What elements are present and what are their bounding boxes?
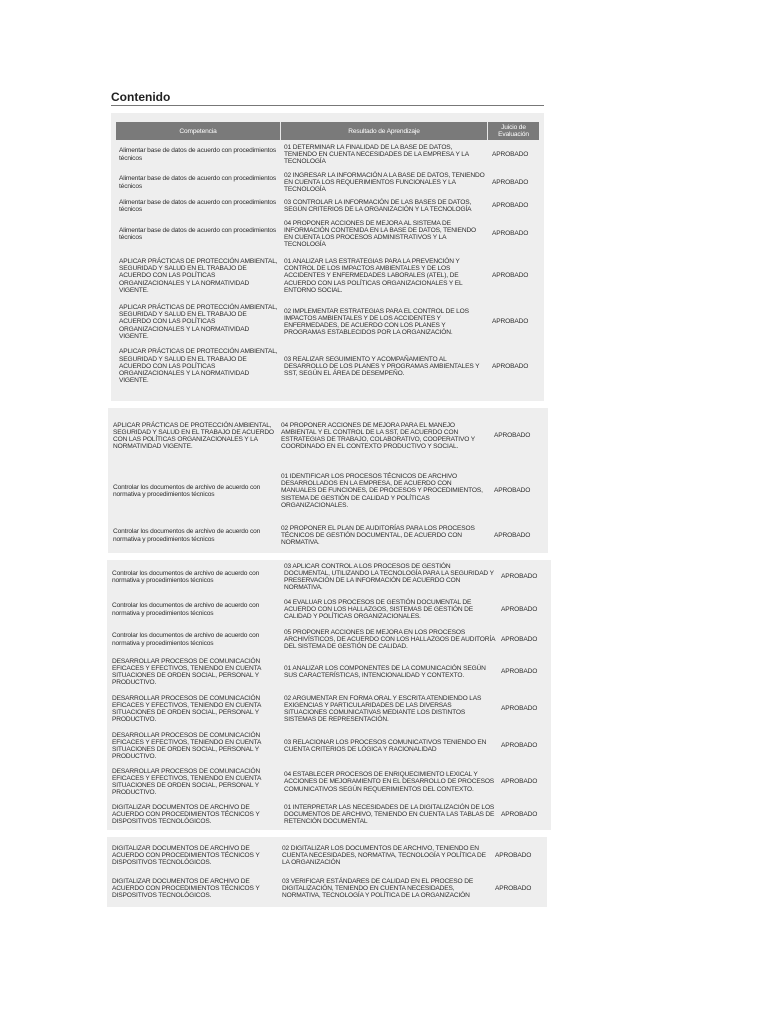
table-panel-4 bbox=[107, 837, 547, 907]
column-header-juicio: Juicio de Evaluación bbox=[488, 122, 539, 140]
juicio-cell: APROBADO bbox=[492, 178, 529, 186]
table-row bbox=[109, 839, 545, 872]
resultado-cell: 02 INGRESAR LA INFORMACIÓN A LA BASE DE DATOS, TENIENDO EN CUENTA LOS REQUERIMIENTOS FUNCIONALES Y LA TECNOLOGÍA bbox=[284, 171, 485, 194]
table-row bbox=[116, 169, 539, 196]
table-row bbox=[109, 625, 549, 654]
resultado-cell: 01 DETERMINAR LA FINALIDAD DE LA BASE DE DATOS, TENIENDO EN CUENTA NECESIDADES DE LA EMPRESA Y LA TECNOLOGÍA bbox=[284, 143, 469, 166]
resultado-cell: 03 RELACIONAR LOS PROCESOS COMUNICATIVOS TENIENDO EN CUENTA CRITERIOS DE LÓGICA Y RACIONALIDAD bbox=[284, 738, 487, 753]
competencia-cell: Alimentar base de datos de acuerdo con procedimientos técnicos bbox=[119, 147, 276, 162]
competencia-cell: Controlar los documentos de archivo de acuerdo con normativa y procedimientos técnicos bbox=[113, 483, 261, 498]
competencia-cell: Alimentar base de datos de acuerdo con procedimientos técnicos bbox=[119, 198, 276, 213]
juicio-cell: APROBADO bbox=[492, 362, 529, 370]
resultado-cell: 02 ARGUMENTAR EN FORMA ORAL Y ESCRITA ATENDIENDO LAS EXIGENCIAS Y PARTICULARIDADES DE LAS DIVERSAS SITUACIONES COMUNICATIVAS MEDIANTE LOS DISTINTOS SISTEMAS DE REPRESENTACIÓN. bbox=[284, 694, 482, 724]
juicio-cell: APROBADO bbox=[501, 778, 538, 786]
section-title: Contenido bbox=[111, 90, 171, 104]
juicio-cell: APROBADO bbox=[501, 605, 538, 613]
resultado-cell: 04 ESTABLECER PROCESOS DE ENRIQUECIMIENTO LEXICAL Y ACCIONES DE MEJORAMIENTO EN EL DESARROLLO DE PROCESOS COMUNICATIVOS SEGÚN REQUERIMIENTOS DEL CONTEXTO. bbox=[284, 771, 495, 793]
table-row bbox=[110, 463, 546, 519]
table-row bbox=[109, 872, 545, 905]
table-row bbox=[109, 594, 549, 625]
resultado-cell: 03 APLICAR CONTROL A LOS PROCESOS DE GESTIÓN DOCUMENTAL, UTILIZANDO LA TECNOLOGÍA PARA LA SEGURIDAD Y PRESERVACIÓN DE LA INFORMACIÓN DE ACUERDO CON NORMATIVA. bbox=[284, 562, 494, 592]
table-row bbox=[109, 654, 549, 690]
resultado-cell: 01 ANALIZAR LOS COMPONENTES DE LA COMUNICACIÓN SEGÚN SUS CARACTERÍSTICAS, INTENCIONALIDAD Y CONTEXTO. bbox=[284, 664, 486, 679]
competencia-cell: Controlar los documentos de archivo de acuerdo con normativa y procedimientos técnicos bbox=[113, 528, 261, 543]
table-panel-1 bbox=[111, 113, 544, 401]
juicio-cell: APROBADO bbox=[501, 573, 538, 581]
table-panel-2 bbox=[108, 408, 548, 553]
juicio-cell: APROBADO bbox=[492, 230, 529, 238]
juicio-cell: APROBADO bbox=[501, 810, 538, 818]
juicio-cell: APROBADO bbox=[492, 202, 529, 210]
table-row bbox=[109, 560, 549, 594]
column-header-resultado: Resultado de Aprendizaje bbox=[281, 122, 488, 140]
table-row bbox=[116, 216, 539, 252]
table-row bbox=[116, 140, 539, 169]
table-row bbox=[116, 252, 539, 300]
resultado-cell: 04 PROPONER ACCIONES DE MEJORA AL SISTEMA DE INFORMACIÓN CONTENIDA EN LA BASE DE DATOS, TENIENDO EN CUENTA LOS PROCESOS ADMINISTRATIVOS Y LA TECNOLOGÍA bbox=[284, 219, 477, 249]
juicio-cell: APROBADO bbox=[495, 884, 532, 892]
competencia-cell: DIGITALIZAR DOCUMENTOS DE ARCHIVO DE ACUERDO CON PROCEDIMIENTOS TÉCNICOS Y DISPOSITIVOS TECNOLÓGICOS. bbox=[112, 877, 260, 900]
table-row bbox=[109, 764, 549, 800]
resultado-cell: 03 VERIFICAR ESTÁNDARES DE CALIDAD EN EL PROCESO DE DIGITALIZACIÓN, TENIENDO EN CUENTA NECESIDADES, NORMATIVA, TECNOLOGÍA Y POLÍTICA DE LA ORGANIZACIÓN bbox=[282, 877, 474, 900]
resultado-cell: 02 PROPONER EL PLAN DE AUDITORÍAS PARA LOS PROCESOS TÉCNICOS DE GESTIÓN DOCUMENTAL, DE ACUERDO CON NORMATIVA. bbox=[281, 524, 475, 547]
juicio-cell: APROBADO bbox=[495, 851, 532, 859]
competencia-cell: DIGITALIZAR DOCUMENTOS DE ARCHIVO DE ACUERDO CON PROCEDIMIENTOS TÉCNICOS Y DISPOSITIVOS TECNOLÓGICOS. bbox=[112, 844, 260, 867]
juicio-cell: APROBADO bbox=[501, 668, 538, 676]
juicio-cell: APROBADO bbox=[492, 318, 529, 326]
resultado-cell: 03 CONTROLAR LA INFORMACIÓN DE LAS BASES DE DATOS, SEGÚN CRITERIOS DE LA ORGANIZACIÓN Y LA TECNOLOGÍA bbox=[284, 198, 472, 213]
competencia-cell: DESARROLLAR PROCESOS DE COMUNICACIÓN EFICACES Y EFECTIVOS, TENIENDO EN CUENTA SITUACIONES DE ORDEN SOCIAL, PERSONAL Y PRODUCTIVO. bbox=[112, 657, 261, 687]
column-header-competencia: Competencia bbox=[116, 122, 281, 140]
juicio-cell: APROBADO bbox=[492, 272, 529, 280]
competencia-cell: Controlar los documentos de archivo de acuerdo con normativa y procedimientos técnicos bbox=[112, 569, 260, 584]
resultado-cell: 04 PROPONER ACCIONES DE MEJORA PARA EL MANEJO AMBIENTAL Y EL CONTROL DE LA SST, DE ACUERDO CON ESTRATEGIAS DE TRABAJO, COLABORATIVO, COOPERATIVO Y COORDINADO EN EL CONTEXTO PRODUCTIVO Y SOCIAL. bbox=[281, 421, 475, 451]
resultado-cell: 01 IDENTIFICAR LOS PROCESOS TÉCNICOS DE ARCHIVO DESARROLLADOS EN LA EMPRESA, DE ACUERDO CON MANUALES DE FUNCIONES, DE PROCESOS Y PROCEDIMIENTOS, SISTEMA DE GESTIÓN DE CALIDAD Y POLÍTICAS ORGANIZACIONALES. bbox=[281, 472, 483, 509]
competencia-cell: APLICAR PRÁCTICAS DE PROTECCIÓN AMBIENTAL, SEGURIDAD Y SALUD EN EL TRABAJO DE ACUERDO CON LAS POLÍTICAS ORGANIZACIONALES Y LA NORMATIVIDAD VIGENTE. bbox=[113, 421, 274, 451]
resultado-cell: 04 EVALUAR LOS PROCESOS DE GESTIÓN DOCUMENTAL DE ACUERDO CON LOS HALLAZGOS, SISTEMAS DE GESTIÓN DE CALIDAD Y POLÍTICAS ORGANIZACIONALES. bbox=[284, 598, 474, 621]
competencia-cell: APLICAR PRÁCTICAS DE PROTECCIÓN AMBIENTAL, SEGURIDAD Y SALUD EN EL TRABAJO DE ACUERDO CON LAS POLÍTICAS ORGANIZACIONALES Y LA NORMATIVIDAD VIGENTE. bbox=[119, 257, 278, 294]
competencia-cell: Alimentar base de datos de acuerdo con procedimientos técnicos bbox=[119, 226, 276, 241]
resultado-cell: 01 ANALIZAR LAS ESTRATEGIAS PARA LA PREVENCIÓN Y CONTROL DE LOS IMPACTOS AMBIENTALES Y DE LOS ACCIDENTES Y ENFERMEDADES LABORALES (ATEL), DE ACUERDO CON LAS POLÍTICAS ORGANIZACIONALES Y EL ENTORNO SOCIAL. bbox=[284, 257, 463, 294]
juicio-cell: APROBADO bbox=[494, 487, 531, 495]
table-row bbox=[109, 728, 549, 764]
juicio-cell: APROBADO bbox=[501, 742, 538, 750]
competencia-cell: APLICAR PRÁCTICAS DE PROTECCIÓN AMBIENTAL, SEGURIDAD Y SALUD EN EL TRABAJO DE ACUERDO CON LAS POLÍTICAS ORGANIZACIONALES Y LA NORMATIVIDAD VIGENTE. bbox=[119, 348, 278, 385]
table-panel-3 bbox=[107, 560, 551, 830]
juicio-cell: APROBADO bbox=[501, 635, 538, 643]
table-row bbox=[116, 196, 539, 216]
competencia-cell: DESARROLLAR PROCESOS DE COMUNICACIÓN EFICACES Y EFECTIVOS, TENIENDO EN CUENTA SITUACIONES DE ORDEN SOCIAL, PERSONAL Y PRODUCTIVO. bbox=[112, 694, 261, 724]
table-row bbox=[110, 409, 546, 463]
competencia-cell: Controlar los documentos de archivo de acuerdo con normativa y procedimientos técnicos bbox=[112, 632, 260, 647]
resultado-cell: 01 INTERPRETAR LAS NECESIDADES DE LA DIGITALIZACIÓN DE LOS DOCUMENTOS DE ARCHIVO, TENIENDO EN CUENTA LAS TABLAS DE RETENCIÓN DOCUMENTAL bbox=[284, 803, 495, 826]
competencia-cell: DIGITALIZAR DOCUMENTOS DE ARCHIVO DE ACUERDO CON PROCEDIMIENTOS TÉCNICOS Y DISPOSITIVOS TECNOLÓGICOS. bbox=[112, 803, 260, 826]
resultado-cell: 05 PROPONER ACCIONES DE MEJORA EN LOS PROCESOS ARCHIVÍSTICOS, DE ACUERDO CON LOS HALLAZGOS DE AUDITORÍA DEL SISTEMA DE GESTIÓN DE CALIDAD. bbox=[284, 628, 495, 651]
table-row bbox=[110, 519, 546, 552]
table-row bbox=[109, 800, 549, 829]
competencia-cell: APLICAR PRÁCTICAS DE PROTECCIÓN AMBIENTAL, SEGURIDAD Y SALUD EN EL TRABAJO DE ACUERDO CON LAS POLÍTICAS ORGANIZACIONALES Y LA NORMATIVIDAD VIGENTE. bbox=[119, 303, 278, 340]
juicio-cell: APROBADO bbox=[501, 705, 538, 713]
title-divider bbox=[111, 105, 544, 106]
table-row bbox=[116, 344, 539, 389]
table-row bbox=[109, 690, 549, 728]
juicio-cell: APROBADO bbox=[494, 531, 531, 539]
resultado-cell: 02 DIGITALIZAR LOS DOCUMENTOS DE ARCHIVO, TENIENDO EN CUENTA NECESIDADES, NORMATIVA, TECNOLOGÍA Y POLÍTICA DE LA ORGANIZACIÓN bbox=[282, 844, 486, 867]
juicio-cell: APROBADO bbox=[494, 432, 531, 440]
competencia-cell: DESARROLLAR PROCESOS DE COMUNICACIÓN EFICACES Y EFECTIVOS, TENIENDO EN CUENTA SITUACIONES DE ORDEN SOCIAL, PERSONAL Y PRODUCTIVO. bbox=[112, 731, 261, 761]
resultado-cell: 02 IMPLEMENTAR ESTRATEGIAS PARA EL CONTROL DE LOS IMPACTOS AMBIENTALES Y DE LOS ACCIDENTES Y ENFERMEDADES, DE ACUERDO CON LOS PLANES Y PROGRAMAS ESTABLECIDOS POR LA ORGANIZACIÓN. bbox=[284, 307, 469, 337]
competencia-cell: Controlar los documentos de archivo de acuerdo con normativa y procedimientos técnicos bbox=[112, 602, 260, 617]
resultado-cell: 03 REALIZAR SEGUIMIENTO Y ACOMPAÑAMIENTO AL DESARROLLO DE LOS PLANES Y PROGRAMAS AMBIENTALES Y SST, SEGÚN EL ÁREA DE DESEMPEÑO. bbox=[284, 355, 480, 378]
competencia-cell: Alimentar base de datos de acuerdo con procedimientos técnicos bbox=[119, 175, 276, 190]
juicio-cell: APROBADO bbox=[492, 150, 529, 158]
table-row bbox=[116, 300, 539, 344]
competencia-cell: DESARROLLAR PROCESOS DE COMUNICACIÓN EFICACES Y EFECTIVOS, TENIENDO EN CUENTA SITUACIONES DE ORDEN SOCIAL, PERSONAL Y PRODUCTIVO. bbox=[112, 767, 261, 797]
